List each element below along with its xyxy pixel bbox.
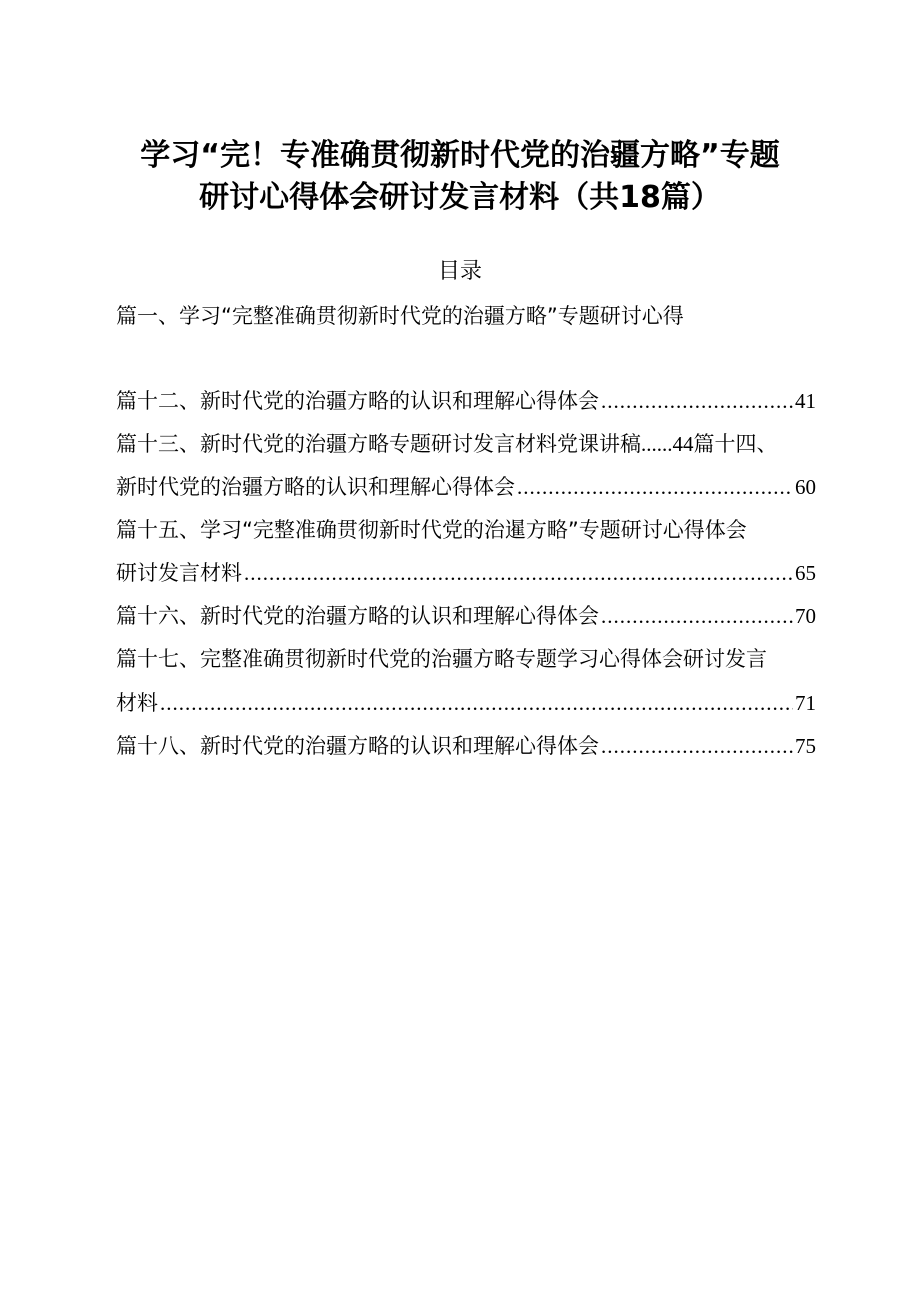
toc-entry[interactable] [116,729,816,763]
toc-page-number: 71 [795,691,816,715]
toc-leader-dots [244,556,793,590]
toc-page-number: 60 [795,475,816,499]
toc-entry[interactable] [116,642,826,676]
toc-page-number: 75 [795,734,816,758]
toc-leader-dots [601,729,793,763]
toc-entry[interactable] [116,299,826,333]
toc-entry-text: 篇十六、新时代党的治疆方略的认识和理解心得体会 [116,604,599,628]
toc-entry[interactable] [116,556,816,590]
toc-entry[interactable] [116,470,816,504]
toc-entry[interactable] [116,686,816,720]
toc-entry-text: 篇十五、学习“完整准确贯彻新时代党的治暹方略”专题研讨心得体会 [116,518,747,542]
toc-leader-dots [601,599,793,633]
toc-leader-dots [517,470,793,504]
toc-entry-text: 新时代党的治疆方略的认识和理解心得体会 [116,475,515,499]
toc-entry-text-continued: 篇十四、 [693,432,778,456]
toc-page-number: 70 [795,604,816,628]
toc-page-number: 44 [672,432,694,456]
toc-page-number: 41 [795,389,816,413]
toc-entry-text: 篇十三、新时代党的治疆方略专题研讨发言材料党课讲稿 [116,432,641,456]
toc-page-number: 65 [795,561,816,585]
toc-entry-text: 篇十八、新时代党的治疆方略的认识和理解心得体会 [116,734,599,758]
toc-entry-text: 研讨发言材料 [116,561,242,585]
toc-heading: 目录 [437,259,482,284]
toc-entry-text: 篇十七、完整准确贯彻新时代党的治疆方略专题学习心得体会研讨发言 [116,647,767,671]
toc-entry-text: 材料 [116,691,158,715]
document-title-line-2: 研讨心得体会研讨发言材料（共18篇） [199,180,721,215]
document-title-line-1: 学习“完！专准确贯彻新时代党的治疆方略”专题 [140,138,780,173]
toc-leader-dots [160,686,793,720]
toc-entry-text: 篇一、学习“完整准确贯彻新时代党的治疆方略”专题研讨心得 [116,304,684,328]
toc-entry[interactable] [116,427,826,461]
toc-entry[interactable] [116,599,816,633]
toc-entry[interactable] [116,513,826,547]
toc-leader-dots [601,384,793,418]
toc-leader-dots: ...... [641,432,673,456]
toc-entry-text: 篇十二、新时代党的治疆方略的认识和理解心得体会 [116,389,599,413]
toc-entry[interactable] [116,384,816,418]
